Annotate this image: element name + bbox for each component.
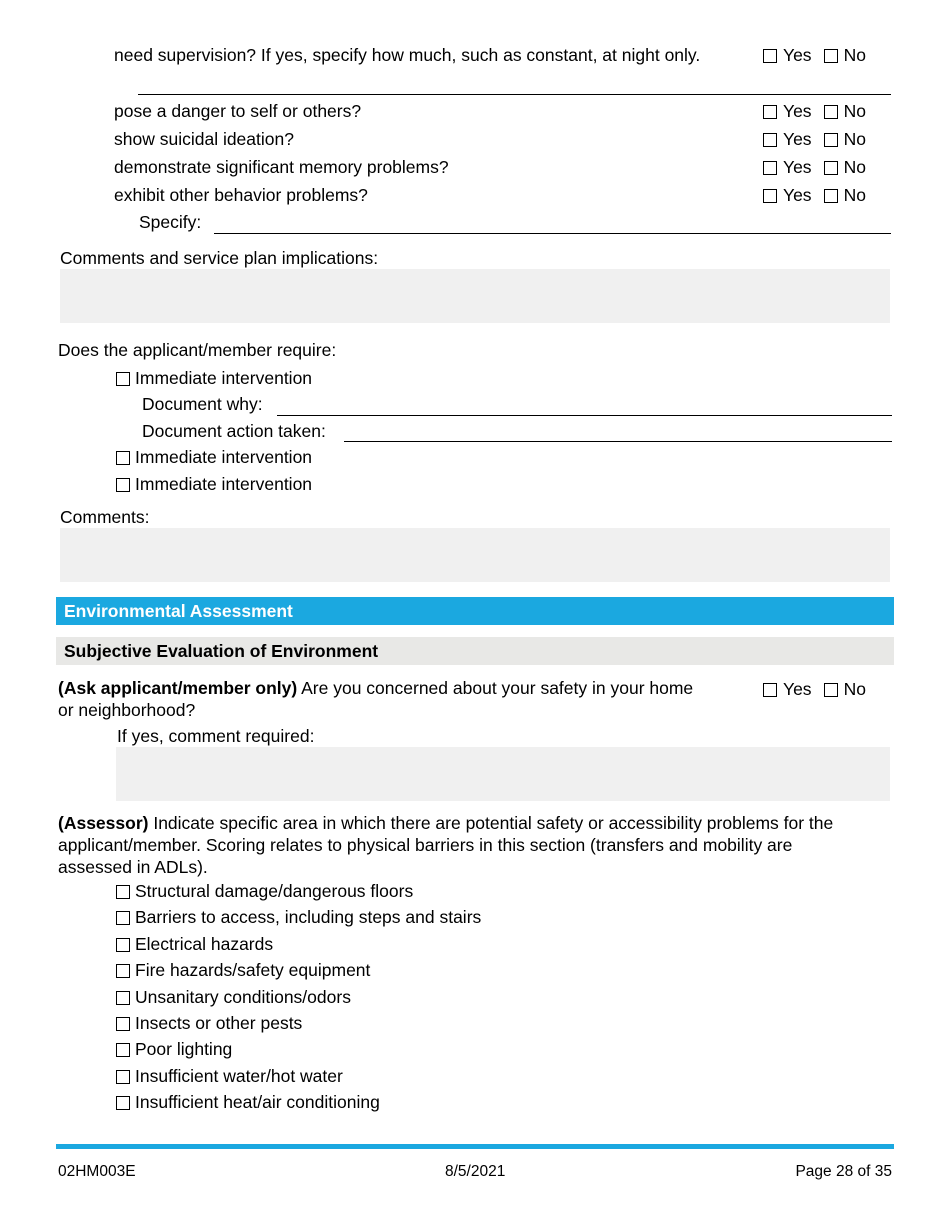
no-label: No [843,157,866,177]
no-label: No [843,185,866,205]
footer-rule [56,1144,894,1149]
hazard-checkbox[interactable] [116,911,130,925]
hazard-checkbox[interactable] [116,1070,130,1084]
document-why-line[interactable] [277,415,892,416]
intervention-option-3 [116,474,312,495]
hazard-item [116,960,370,981]
hazard-label: Unsanitary conditions/odors [135,987,351,1007]
comments-field[interactable] [60,528,890,582]
intervention-checkbox-1[interactable] [116,372,130,386]
no-label: No [843,45,866,65]
hazard-item [116,987,351,1008]
suicidal-yes-no [763,129,866,150]
yes-label: Yes [783,157,812,177]
hazard-checkbox[interactable] [116,1096,130,1110]
if-yes-label: If yes, comment required: [117,726,315,746]
intervention-option-2-label: Immediate intervention [135,447,313,467]
supervision-yes-no [763,45,866,66]
hazard-checkbox[interactable] [116,1043,130,1057]
comments-service-field[interactable] [60,269,890,323]
no-checkbox[interactable] [824,189,838,203]
intervention-option-1-label: Immediate intervention [135,368,313,388]
intervention-option-1 [116,368,312,389]
hazard-item [116,1039,232,1060]
hazard-checkbox[interactable] [116,964,130,978]
supervision-answer-line[interactable] [138,94,891,95]
subsection-header-subjective: Subjective Evaluation of Environment [56,637,894,665]
intervention-prompt: Does the applicant/member require: [58,340,337,360]
comments-service-label: Comments and service plan implications: [60,248,379,268]
hazard-checkbox[interactable] [116,938,130,952]
assessor-text-2: applicant/member. Scoring relates to physical barriers in this section (transfers and mobility are [58,835,793,855]
yes-checkbox[interactable] [763,105,777,119]
hazard-label: Fire hazards/safety equipment [135,960,371,980]
hazard-checkbox[interactable] [116,1017,130,1031]
no-checkbox[interactable] [824,161,838,175]
question-supervision: need supervision? If yes, specify how much, such as constant, at night only. [114,45,701,65]
section-header-environmental: Environmental Assessment [56,597,894,625]
yes-checkbox[interactable] [763,49,777,63]
intervention-option-2 [116,447,312,468]
footer-page-number: Page 28 of 35 [795,1163,892,1180]
question-memory: demonstrate significant memory problems? [114,157,449,177]
hazard-checkbox[interactable] [116,991,130,1005]
hazard-label: Electrical hazards [135,934,274,954]
hazard-checkbox[interactable] [116,885,130,899]
hazard-item [116,1092,380,1113]
yes-label: Yes [783,679,812,699]
hazard-label: Poor lighting [135,1039,233,1059]
hazard-item [116,1066,343,1087]
document-action-line[interactable] [344,441,892,442]
yes-label: Yes [783,101,812,121]
document-action-label: Document action taken: [142,421,326,441]
hazard-label: Insufficient heat/air conditioning [135,1092,380,1112]
no-label: No [843,679,866,699]
hazard-label: Insects or other pests [135,1013,303,1033]
no-label: No [843,129,866,149]
assessor-instructions [58,812,888,878]
yes-label: Yes [783,129,812,149]
intervention-checkbox-3[interactable] [116,478,130,492]
ask-safety-question [58,677,748,721]
yes-checkbox[interactable] [763,683,777,697]
hazard-item [116,1013,302,1034]
yes-label: Yes [783,185,812,205]
hazard-label: Structural damage/dangerous floors [135,881,414,901]
no-checkbox[interactable] [824,105,838,119]
ask-text-1: Are you concerned about your safety in your home [297,678,694,698]
yes-label: Yes [783,45,812,65]
hazard-label: Barriers to access, including steps and stairs [135,907,482,927]
danger-yes-no [763,101,866,122]
assessor-bold: (Assessor) [58,813,149,833]
footer-form-id: 02HM003E [58,1163,136,1180]
question-behavior: exhibit other behavior problems? [114,185,368,205]
hazard-label: Insufficient water/hot water [135,1066,343,1086]
specify-label: Specify: [139,212,202,232]
memory-yes-no [763,157,866,178]
if-yes-comment-field[interactable] [116,747,890,801]
intervention-option-3-label: Immediate intervention [135,474,313,494]
no-checkbox[interactable] [824,683,838,697]
document-why-label: Document why: [142,394,263,414]
footer-date: 8/5/2021 [445,1163,506,1180]
yes-checkbox[interactable] [763,133,777,147]
hazard-item [116,881,413,902]
question-danger: pose a danger to self or others? [114,101,362,121]
hazard-item [116,907,481,928]
hazard-item [116,934,273,955]
yes-checkbox[interactable] [763,189,777,203]
specify-line[interactable] [214,233,891,234]
behavior-yes-no [763,185,866,206]
no-label: No [843,101,866,121]
yes-checkbox[interactable] [763,161,777,175]
intervention-checkbox-2[interactable] [116,451,130,465]
no-checkbox[interactable] [824,49,838,63]
ask-bold: (Ask applicant/member only) [58,678,298,698]
question-suicidal: show suicidal ideation? [114,129,294,149]
comments-label: Comments: [60,507,150,527]
safety-yes-no [763,679,866,700]
assessor-text-1: Indicate specific area in which there are potential safety or accessibility problems for the [148,813,834,833]
assessor-text-3: assessed in ADLs). [58,857,208,877]
no-checkbox[interactable] [824,133,838,147]
ask-text-2: or neighborhood? [58,700,196,720]
